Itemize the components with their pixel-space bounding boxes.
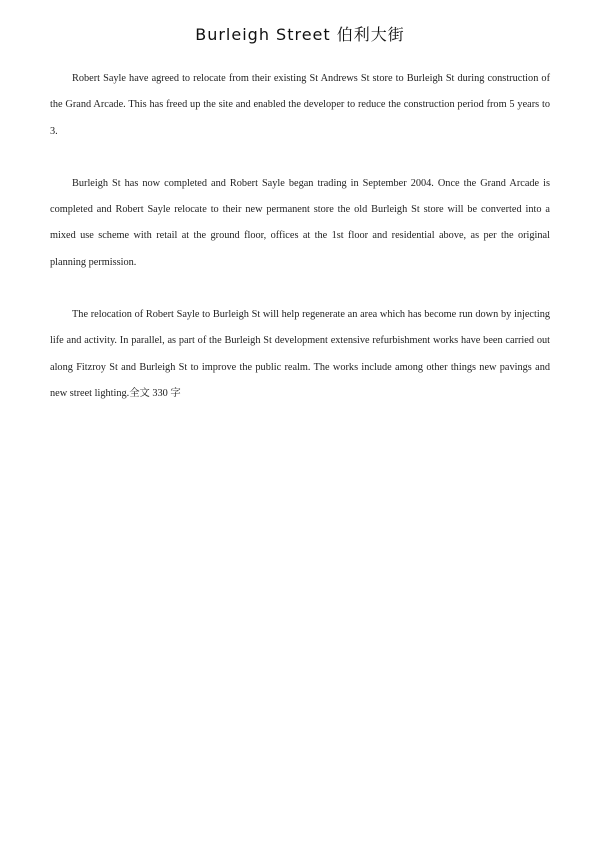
- paragraph-relocation: Robert Sayle have agreed to relocate from their existing St Andrews St store to Burleigh St during construction of the Grand Arcade. This has freed up the site and enabled the developer to reduce the construction period from 5 years to 3.: [50, 73, 550, 137]
- document-body: [50, 66, 550, 433]
- page-title: Burleigh Street 伯利大街: [195, 25, 405, 44]
- paragraph-regeneration: The relocation of Robert Sayle to Burleigh St will help regenerate an area which has become run down by injecting life and activity. In parallel, as part of the Burleigh St development extensive refurbishment works have been carried out along Fitzroy St and Burleigh St to improve the public realm. The works include among other things new pavings and new street lighting.全文 330 字: [50, 309, 550, 399]
- paragraph-trading: Burleigh St has now completed and Robert Sayle began trading in September 2004. Once the Grand Arcade is completed and Robert Sayle relocate to their new permanent store the old Burleigh St store will be converted into a mixed use scheme with retail at the ground floor, offices at the 1st floor and residential above, as per the original planning permission.: [50, 177, 550, 268]
